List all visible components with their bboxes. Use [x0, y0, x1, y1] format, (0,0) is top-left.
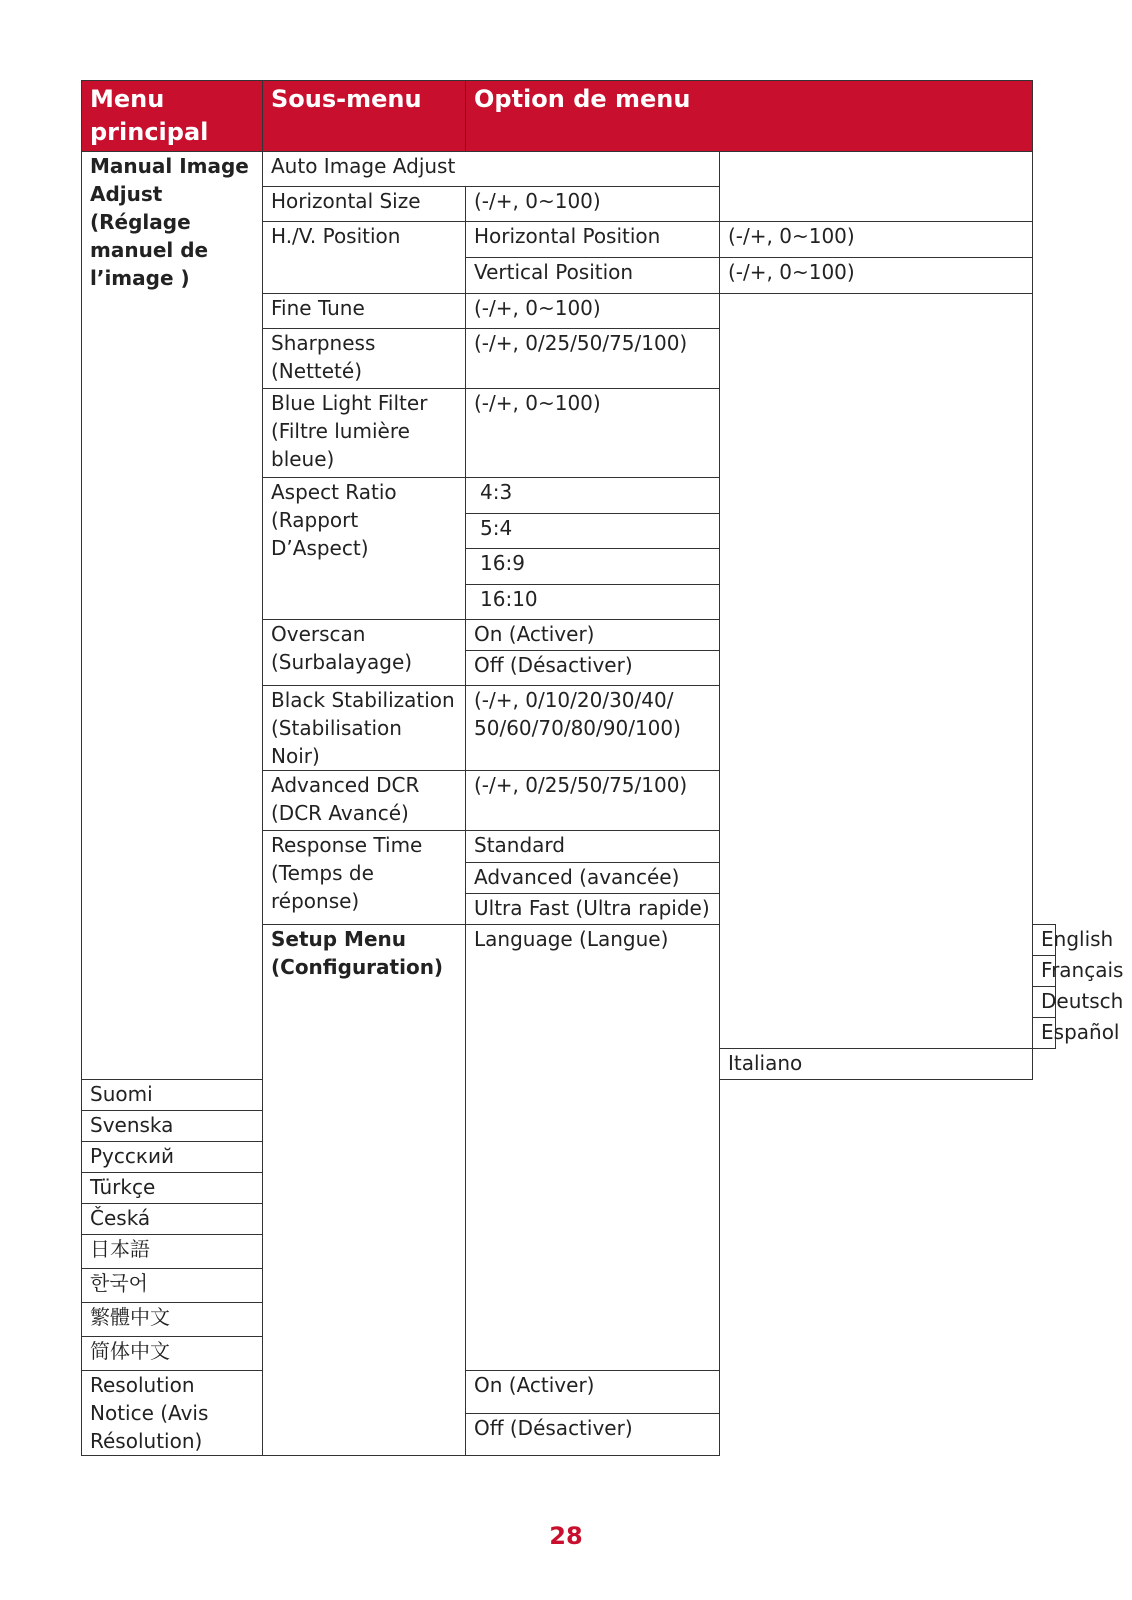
option-horizontal-position-range: (-/+, 0~100): [720, 222, 1033, 258]
option-language-japanese: 日本語: [82, 1235, 263, 1269]
option-language-simplified-chinese: 简体中文: [82, 1337, 263, 1371]
submenu-horizontal-size: Horizontal Size: [263, 187, 466, 222]
empty-cell: [720, 152, 1033, 222]
option-language-italiano: Italiano: [720, 1049, 1033, 1080]
option-overscan-on: On (Activer): [466, 620, 720, 651]
submenu-advanced-dcr: Advanced DCR (DCR Avancé): [263, 771, 466, 831]
menu-table: [81, 80, 1124, 1456]
page-number: 28: [549, 1522, 583, 1550]
option-response-ultra-fast: Ultra Fast (Ultra rapide): [466, 894, 720, 925]
submenu-black-stabilization: Black Stabilization (Stabilisation Noir): [263, 686, 466, 771]
submenu-sharpness: Sharpness (Netteté): [263, 329, 466, 389]
option-response-standard: Standard: [466, 831, 720, 863]
option-advanced-dcr-range: (-/+, 0/25/50/75/100): [466, 771, 720, 831]
submenu-hv-position: H./V. Position: [263, 222, 466, 294]
option-vertical-position: Vertical Position: [466, 258, 720, 294]
option-language-deutsch: Deutsch: [1033, 987, 1056, 1018]
submenu-language: Language (Langue): [466, 925, 720, 1371]
option-resolution-notice-off: Off (Désactiver): [466, 1413, 720, 1456]
empty-cell: [720, 294, 1033, 1049]
option-language-espanol: Español: [1033, 1018, 1056, 1049]
option-language-ceska: Česká: [82, 1204, 263, 1235]
main-menu-setup: Setup Menu (Configuration): [263, 925, 466, 1456]
option-aspect-16-10: 16:10: [466, 585, 720, 620]
submenu-resolution-notice: Resolution Notice (Avis Résolution): [82, 1371, 263, 1456]
option-language-svenska: Svenska: [82, 1111, 263, 1142]
option-language-francais: Français: [1033, 956, 1056, 987]
submenu-aspect-ratio: Aspect Ratio (Rapport D’Aspect): [263, 478, 466, 620]
submenu-response-time: Response Time (Temps de réponse): [263, 831, 466, 925]
header-main-menu: Menu principal: [82, 81, 263, 152]
submenu-overscan: Overscan (Surbalayage): [263, 620, 466, 686]
submenu-blue-light-filter: Blue Light Filter (Filtre lumière bleue): [263, 389, 466, 478]
submenu-fine-tune: Fine Tune: [263, 294, 466, 329]
header-menu-option: Option de menu: [466, 81, 1033, 152]
option-aspect-16-9: 16:9: [466, 549, 720, 585]
option-response-advanced: Advanced (avancée): [466, 863, 720, 894]
option-vertical-position-range: (-/+, 0~100): [720, 258, 1033, 294]
option-blue-light-range: (-/+, 0~100): [466, 389, 720, 478]
option-language-traditional-chinese: 繁體中文: [82, 1303, 263, 1337]
option-aspect-5-4: 5:4: [466, 514, 720, 549]
option-sharpness-range: (-/+, 0/25/50/75/100): [466, 329, 720, 389]
option-language-russian: Русский: [82, 1142, 263, 1173]
option-overscan-off: Off (Désactiver): [466, 651, 720, 686]
option-horizontal-position: Horizontal Position: [466, 222, 720, 258]
option-language-turkce: Türkçe: [82, 1173, 263, 1204]
option-language-suomi: Suomi: [82, 1080, 263, 1111]
submenu-auto-image-adjust: Auto Image Adjust: [263, 152, 720, 187]
option-black-stabilization-range: (-/+, 0/10/20/30/40/ 50/60/70/80/90/100): [466, 686, 720, 771]
option-resolution-notice-on: On (Activer): [466, 1371, 720, 1414]
main-menu-manual-image-adjust: Manual Image Adjust (Réglage manuel de l’image ): [82, 152, 263, 1080]
option-language-english: English: [1033, 925, 1056, 956]
option-aspect-4-3: 4:3: [466, 478, 720, 514]
option-fine-tune-range: (-/+, 0~100): [466, 294, 720, 329]
option-language-korean: 한국어: [82, 1269, 263, 1303]
header-submenu: Sous-menu: [263, 81, 466, 152]
option-horizontal-size-range: (-/+, 0~100): [466, 187, 720, 222]
